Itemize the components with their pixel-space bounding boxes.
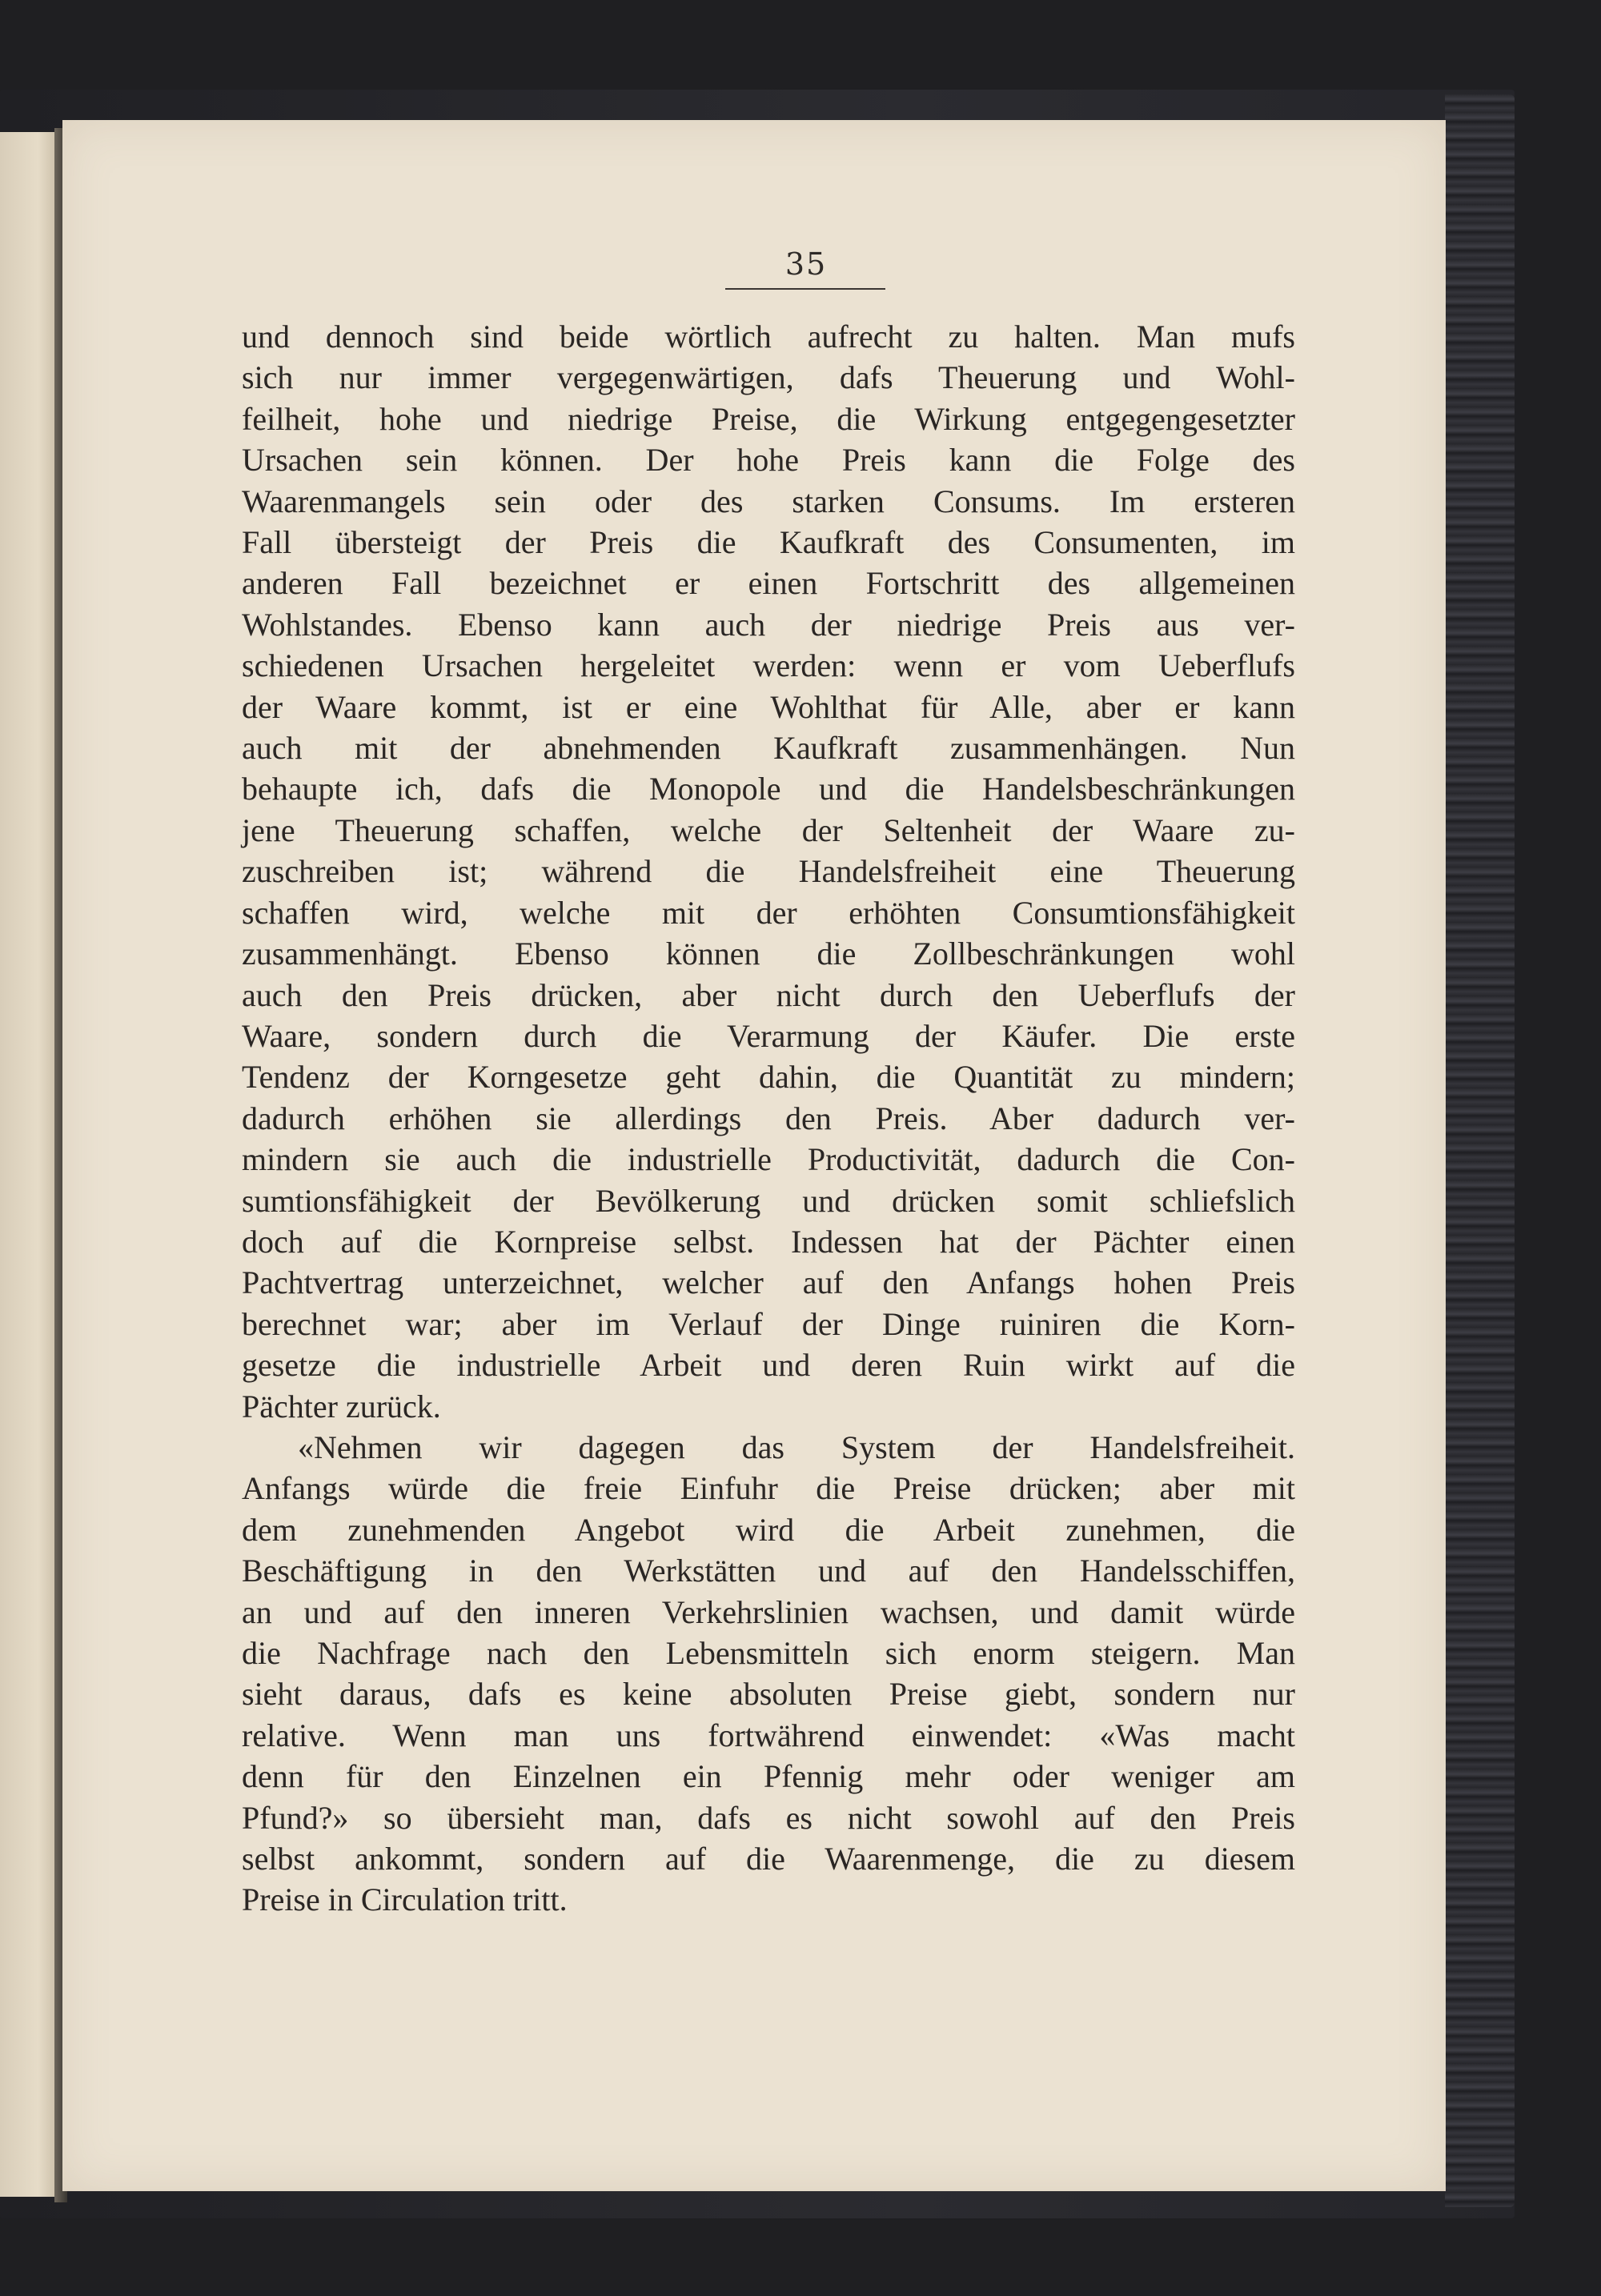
text-line: berechnet war; aber im Verlauf der Dinge ruiniren die Korn- bbox=[242, 1305, 1295, 1342]
text-line: Waarenmangels sein oder des starken Consums. Im ersteren bbox=[242, 483, 1295, 519]
text-line: feilheit, hohe und niedrige Preise, die Wirkung entgegengesetzter bbox=[242, 400, 1295, 437]
text-line: sieht daraus, dafs es keine absoluten Preise giebt, sondern nur bbox=[242, 1676, 1295, 1713]
text-line: mindern sie auch die industrielle Productivität, dadurch die Con- bbox=[242, 1141, 1295, 1178]
text-line: auch mit der abnehmenden Kaufkraft zusammenhängen. Nun bbox=[242, 730, 1295, 767]
text-line: zusammenhängt. Ebenso können die Zollbeschränkungen wohl bbox=[242, 936, 1295, 972]
text-line: an und auf den inneren Verkehrslinien wachsen, und damit würde bbox=[242, 1593, 1295, 1630]
text-line: Pächter zurück. bbox=[242, 1388, 441, 1424]
text-line: relative. Wenn man uns fortwährend einwendet: «Was macht bbox=[242, 1717, 1295, 1753]
text-line: Ursachen sein können. Der hohe Preis kann die Folge des bbox=[242, 442, 1295, 479]
text-line: Fall übersteigt der Preis die Kaufkraft des Consumenten, im bbox=[242, 524, 1295, 561]
text-line: zuschreiben ist; während die Handelsfreiheit eine Theuerung bbox=[242, 853, 1295, 890]
cover-edge bbox=[1445, 94, 1515, 2207]
text-line: jene Theuerung schaffen, welche der Seltenheit der Waare zu- bbox=[242, 811, 1295, 848]
text-line: schiedenen Ursachen hergeleitet werden: wenn er vom Ueberflufs bbox=[242, 647, 1295, 684]
text-line: doch auf die Kornpreise selbst. Indessen hat der Pächter einen bbox=[242, 1223, 1295, 1260]
page-number: 35 bbox=[784, 246, 828, 282]
left-facing-page bbox=[0, 132, 54, 2197]
book-page bbox=[62, 120, 1446, 2191]
text-line: dem zunehmenden Angebot wird die Arbeit zunehmen, die bbox=[242, 1511, 1295, 1548]
text-line: Wohlstandes. Ebenso kann auch der niedrige Preis aus ver- bbox=[242, 606, 1295, 643]
text-line: «Nehmen wir dagegen das System der Handelsfreiheit. bbox=[298, 1428, 1295, 1465]
text-line: Anfangs würde die freie Einfuhr die Preise drücken; aber mit bbox=[242, 1470, 1295, 1507]
text-line: und dennoch sind beide wörtlich aufrecht zu halten. Man mufs bbox=[242, 319, 1295, 355]
text-line: Preise in Circulation tritt. bbox=[242, 1881, 568, 1918]
text-line: Pachtvertrag unterzeichnet, welcher auf den Anfangs hohen Preis bbox=[242, 1264, 1295, 1301]
text-line: sumtionsfähigkeit der Bevölkerung und drücken somit schliefslich bbox=[242, 1182, 1295, 1219]
text-line: sich nur immer vergegenwärtigen, dafs Theuerung und Wohl- bbox=[242, 359, 1295, 396]
body-text bbox=[242, 316, 1295, 1921]
text-line: der Waare kommt, ist er eine Wohlthat für Alle, aber er kann bbox=[242, 688, 1295, 725]
paragraph bbox=[242, 1427, 1295, 1921]
text-line: denn für den Einzelnen ein Pfennig mehr oder weniger am bbox=[242, 1758, 1295, 1795]
text-line: auch den Preis drücken, aber nicht durch den Ueberflufs der bbox=[242, 976, 1295, 1013]
text-line: schaffen wird, welche mit der erhöhten Consumtionsfähigkeit bbox=[242, 894, 1295, 931]
text-line: Beschäftigung in den Werkstätten und auf den Handelsschiffen, bbox=[242, 1553, 1295, 1589]
text-line: anderen Fall bezeichnet er einen Fortschritt des allgemeinen bbox=[242, 565, 1295, 602]
text-line: Pfund?» so übersieht man, dafs es nicht sowohl auf den Preis bbox=[242, 1799, 1295, 1836]
paragraph bbox=[242, 316, 1295, 1427]
page-number-rule bbox=[725, 288, 885, 290]
text-line: die Nachfrage nach den Lebensmitteln sich enorm steigern. Man bbox=[242, 1635, 1295, 1671]
text-line: behaupte ich, dafs die Monopole und die Handelsbeschränkungen bbox=[242, 771, 1295, 807]
text-line: Tendenz der Korngesetze geht dahin, die Quantität zu mindern; bbox=[242, 1059, 1295, 1096]
text-line: Waare, sondern durch die Verarmung der Käufer. Die erste bbox=[242, 1017, 1295, 1054]
text-line: selbst ankommt, sondern auf die Waarenmenge, die zu diesem bbox=[242, 1841, 1295, 1877]
text-line: gesetze die industrielle Arbeit und deren Ruin wirkt auf die bbox=[242, 1347, 1295, 1384]
text-line: dadurch erhöhen sie allerdings den Preis. Aber dadurch ver- bbox=[242, 1100, 1295, 1136]
